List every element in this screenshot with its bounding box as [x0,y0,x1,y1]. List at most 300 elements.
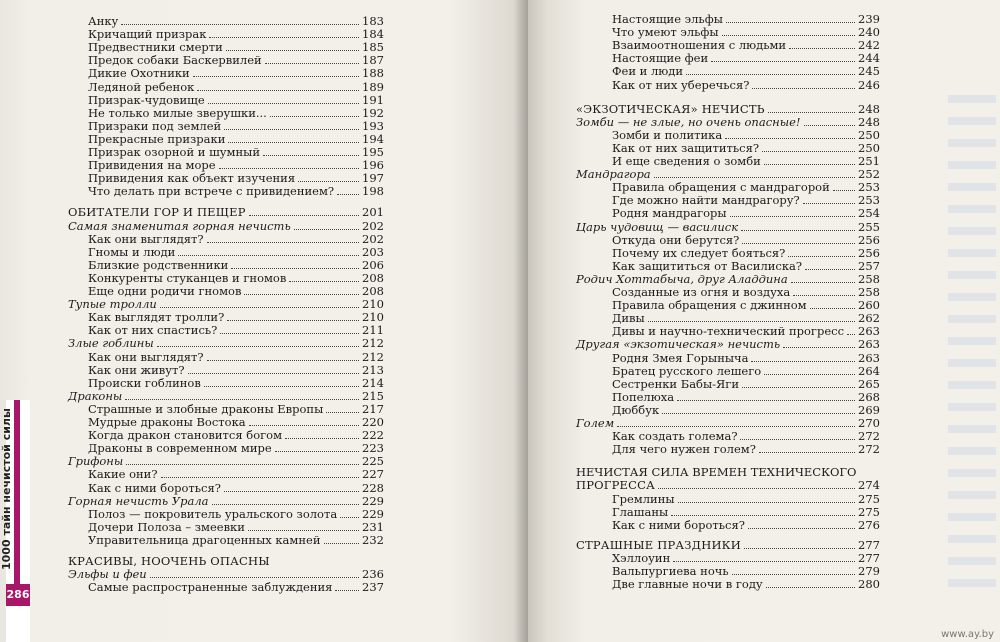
toc-leader-dots [783,347,855,348]
toc-page-number: 237 [362,580,384,595]
toc-entry-title: Как создать голема? [612,429,738,444]
toc-entry-title: Почему их следует бояться? [612,245,786,260]
toc-leader-dots [744,548,855,549]
toc-page-number: 251 [858,154,880,168]
toc-page-number: 252 [858,167,880,182]
toc-leader-dots [125,399,359,400]
toc-entry [612,403,880,417]
toc-page-number: 262 [858,311,880,326]
toc-entry-title: Страшные и злобные драконы Европы [88,401,324,416]
toc-chapter-entry [576,167,880,181]
toc-entry [612,377,880,391]
toc-entry-title: СТРАШНЫЕ ПРАЗДНИКИ [576,537,742,552]
toc-page-number: 256 [858,232,880,247]
toc-entry-title: Мандрагора [576,167,651,182]
toc-entry [88,258,384,272]
toc-entry [612,518,880,532]
toc-entry [88,66,384,80]
toc-leader-dots [791,282,855,283]
toc-page-number: 196 [362,158,384,173]
toc-entry-title: Управительница драгоценных камней [88,532,321,547]
toc-entry-title: Анку [88,14,119,28]
toc-leader-dots [732,574,855,575]
toc-page-number: 255 [858,219,880,234]
toc-leader-dots [337,194,359,195]
toc-leader-dots [662,413,855,414]
toc-page-number: 195 [362,145,384,159]
toc-entry-title: Царь чудовищ — василиск [576,219,739,234]
toc-entry-title: Предок собаки Баскервилей [88,53,262,68]
toc-entry [612,429,880,443]
toc-page-number: 260 [858,298,880,313]
toc-entry-title: Попелюха [612,389,675,404]
toc-entry [88,145,384,159]
toc-page-number: 254 [858,206,880,221]
toc-leader-dots [340,517,359,518]
toc-leader-dots [810,308,855,309]
toc-entry [612,193,880,207]
toc-entry [88,310,384,324]
toc-page-number: 191 [362,92,384,107]
toc-page-number: 192 [362,105,384,120]
toc-leader-dots [847,334,855,335]
toc-entry-title: Где можно найти мандрагору? [612,193,800,208]
toc-entry [88,376,384,390]
toc-page-number: 257 [858,258,880,273]
toc-page-number: 248 [858,114,880,129]
toc-leader-dots [161,477,360,478]
toc-leader-dots [805,269,855,270]
toc-entry-title: Ледяной ребенок [88,79,195,94]
toc-leader-dots [762,151,855,152]
toc-entry [88,363,384,377]
toc-entry [88,428,384,442]
toc-page-number: 214 [362,375,384,390]
toc-entry [612,12,880,26]
toc-leader-dots [766,587,855,588]
toc-leader-dots [298,181,359,182]
toc-page-number: 212 [362,349,384,364]
toc-entry [88,520,384,534]
toc-entry [612,64,880,78]
toc-entry [612,311,880,325]
toc-page-number: 194 [362,131,384,146]
toc-leader-dots [326,412,359,413]
toc-chapter-entry [68,219,384,233]
toc-leader-dots [764,164,855,165]
toc-page-number: 188 [362,66,384,81]
toc-leader-dots [793,295,855,296]
toc-page-number: 208 [362,284,384,298]
toc-entry-title: Как они живут? [88,362,185,377]
toc-page-number: 274 [858,478,880,493]
toc-entry-title: Близкие родственники [88,257,229,272]
toc-page-number: 270 [858,416,880,430]
toc-entry [88,271,384,285]
toc-page-number: 210 [362,297,384,312]
toc-page-number: 229 [362,493,384,508]
toc-entry-title: Дивы и научно-технический прогресс [612,324,845,339]
toc-chapter-entry [68,336,384,350]
toc-leader-dots [244,294,359,295]
toc-entry [88,184,384,198]
toc-chapter-entry [576,220,880,234]
toc-leader-dots [768,112,855,113]
toc-page-number: 246 [858,77,880,92]
toc-entry [612,38,880,52]
toc-leader-dots [654,177,855,178]
toc-page-number: 242 [858,38,880,53]
toc-entry-title: И еще сведения о зомби [612,154,761,168]
toc-page-number: 206 [362,257,384,272]
toc-entry-title: Привидения как объект изучения [88,171,296,186]
toc-page-number: 253 [858,193,880,208]
toc-entry [612,246,880,260]
toc-entry-title: Предвестники смерти [88,40,223,55]
toc-leader-dots [648,321,855,322]
toc-entry-title: Призрак озорной и шумный [88,145,260,159]
toc-leader-dots [150,577,359,578]
gutter-shadow [514,0,528,642]
toc-page-number: 253 [858,180,880,195]
toc-page-number: 185 [362,40,384,55]
toc-page-number: 244 [858,51,880,66]
toc-entry-title: Правила обращения с мандрагорой [612,180,830,195]
toc-entry-title: Конкуренты стуканцев и гномов [88,270,287,285]
toc-page-number: 183 [362,14,384,28]
toc-entry-title: Привидения на море [88,158,216,173]
toc-leader-dots [212,504,359,505]
toc-leader-dots [285,438,359,439]
toc-entry [88,350,384,364]
toc-entry-title: Гномы и люди [88,244,176,259]
toc-entry [612,551,880,565]
toc-page-number: 256 [858,245,880,260]
toc-leader-dots [160,307,359,308]
toc-entry [612,233,880,247]
toc-entry-title: Когда дракон становится богом [88,428,283,443]
toc-page-number: 263 [858,324,880,339]
toc-entry-title: Как защититься от Василиска? [612,258,803,273]
toc-leader-dots [275,451,359,452]
toc-leader-dots [248,530,359,531]
toc-entry [612,285,880,299]
toc-leader-dots [730,216,855,217]
toc-entry-title: КРАСИВЫ, НООЧЕНЬ ОПАСНЫ [68,554,270,568]
toc-entry-title: Братец русского лешего [612,363,762,378]
toc-leader-dots [789,48,855,49]
toc-entry-title: Родич Хоттабыча, друг Аладдина [576,271,788,286]
toc-chapter-entry [576,272,880,286]
toc-leader-dots [204,386,359,387]
toc-entry [612,128,880,142]
toc-entry-title: Зомби — не злые, но очень опасные! [576,114,801,129]
toc-entry-title: Самая знаменитая горная нечисть [68,218,291,233]
toc-entry [88,27,384,41]
toc-leader-dots [207,360,359,361]
toc-entry-title: «ЭКЗОТИЧЕСКАЯ» НЕЧИСТЬ [576,101,765,116]
toc-entry-title: Созданные из огня и воздуха [612,285,791,299]
toc-page-number: 268 [858,389,880,404]
toc-leader-dots [671,515,855,516]
toc-section-entry [68,205,384,219]
toc-leader-dots [265,63,359,64]
toc-leader-dots [759,452,855,453]
toc-leader-dots [226,50,359,51]
toc-entry-title: ПРОГРЕССА [576,478,656,493]
toc-entry-title: Мудрые драконы Востока [88,415,246,429]
toc-leader-dots [804,125,856,126]
toc-entry [88,132,384,146]
toc-leader-dots [725,138,855,139]
toc-entry-title: Как с ними бороться? [88,480,221,495]
toc-entry-title: Еще одни родичи гномов [88,284,242,298]
toc-entry [612,442,880,456]
toc-entry-title: Эльфы и феи [68,567,147,582]
toc-chapter-entry [576,416,880,430]
toc-leader-dots [219,168,359,169]
toc-entry-title: Горная нечисть Урала [68,493,209,508]
toc-entry-title: Что делать при встрече с привидением? [88,184,335,199]
toc-leader-dots [722,35,855,36]
toc-entry [612,180,880,194]
toc-leader-dots [324,543,360,544]
toc-leader-dots [209,37,359,38]
toc-leader-dots [677,400,855,401]
toc-leader-dots [126,464,359,465]
toc-page-number: 276 [858,517,880,532]
toc-entry [612,390,880,404]
toc-page-number: 208 [362,270,384,285]
toc-page-number: 258 [858,285,880,299]
toc-entry [612,259,880,273]
toc-page-number: 277 [858,550,880,565]
toc-entry-title: ОБИТАТЕЛИ ГОР И ПЕЩЕР [68,205,246,220]
toc-page-number: 198 [362,184,384,199]
toc-entry [612,505,880,519]
toc-chapter-entry [68,494,384,508]
toc-leader-dots [764,374,855,375]
toc-page-number: 213 [362,362,384,377]
toc-entry [612,364,880,378]
toc-entry [88,106,384,120]
toc-entry [612,492,880,506]
toc-leader-dots [335,590,359,591]
toc-entry-title: Тупые тролли [68,297,157,312]
toc-entry [88,323,384,337]
toc-entry [88,14,384,28]
toc-entry [88,93,384,107]
toc-entry [88,80,384,94]
toc-leader-dots [748,528,855,529]
toc-leader-dots [220,333,359,334]
toc-entry [612,564,880,578]
toc-section-entry [576,538,880,552]
toc-leader-dots [752,88,855,89]
toc-page-number: 211 [362,323,384,338]
toc-page-number: 272 [858,442,880,457]
toc-leader-dots [617,426,855,427]
toc-entry [88,533,384,547]
toc-page-number: 210 [362,310,384,325]
toc-entry [88,284,384,298]
toc-entry-title: Полоз — покровитель уральского золота [88,506,338,521]
toc-page-number: 184 [362,27,384,42]
toc-entry-title: Хэллоуин [612,550,671,565]
toc-leader-dots [803,203,855,204]
toc-page-number: 197 [362,171,384,186]
toc-section-entry [68,554,384,568]
toc-page-number: 269 [858,402,880,417]
toc-page-number: 229 [362,506,384,521]
toc-entry-title: Как с ними бороться? [612,517,745,532]
toc-entry-title: Дивы [612,311,645,326]
toc-section-entry [576,478,880,492]
toc-entry-title: Кричащий призрак [88,27,207,42]
toc-chapter-entry [68,389,384,403]
toc-page-number: 193 [362,118,384,133]
toc-entry-title: Как выглядят тролли? [88,310,225,325]
toc-entry-title: Как от них спастись? [88,323,218,338]
toc-entry-title: Драконы [68,388,123,403]
toc-section-entry [576,102,880,116]
toc-leader-dots [658,488,855,489]
toc-leader-dots [788,256,855,257]
toc-page-number: 215 [362,388,384,403]
toc-entry [88,402,384,416]
page-number: 286 [6,584,30,606]
toc-leader-dots [227,320,359,321]
toc-page-number: 231 [362,519,384,534]
toc-entry-title: Две главные ночи в году [612,577,763,592]
toc-page-number: 279 [858,564,880,578]
toc-page-number: 280 [858,577,880,592]
toc-entry-title: Прекрасные призраки [88,131,226,146]
toc-page-number: 275 [858,504,880,519]
toc-chapter-entry [68,297,384,311]
toc-entry [88,171,384,185]
toc-leader-dots [726,22,855,23]
toc-leader-dots [751,361,855,362]
toc-leader-dots [686,74,855,75]
accent-bar [14,400,20,590]
toc-page-number: 236 [362,567,384,582]
toc-entry-title: Как от них защититься? [612,140,760,155]
toc-page-number: 227 [362,467,384,482]
toc-page-number: 225 [362,454,384,469]
toc-leader-dots [270,116,359,117]
toc-entry [612,25,880,39]
toc-entry-title: Родня мандрагоры [612,206,727,221]
toc-entry-title: Самые распространенные заблуждения [88,580,333,595]
toc-entry [612,324,880,338]
toc-entry [88,467,384,481]
toc-chapter-entry [576,115,880,129]
toc-entry-title: Глашаны [612,504,669,519]
toc-leader-dots [742,243,855,244]
toc-entry [612,154,880,168]
toc-leader-dots [224,491,359,492]
toc-entry [88,507,384,521]
toc-entry-title: Призраки под землей [88,118,222,133]
toc-page-number: 250 [858,140,880,155]
toc-page-number: 265 [858,376,880,391]
toc-chapter-entry [68,567,384,581]
toc-leader-dots [263,155,359,156]
toc-entry-title: Другая «экзотическая» нечисть [576,337,781,352]
show-through-print [948,95,996,595]
toc-page-number: 202 [362,218,384,233]
toc-leader-dots [740,439,855,440]
toc-entry [612,141,880,155]
toc-entry-title: Сестренки Бабы-Яги [612,376,739,391]
toc-page-number: 222 [362,428,384,443]
toc-entry-title: Как от них уберечься? [612,77,750,92]
toc-leader-dots [741,230,855,231]
toc-leader-dots [289,281,359,282]
toc-chapter-entry [576,337,880,351]
toc-page-number: 187 [362,53,384,68]
toc-entry-title: Родня Змея Горыныча [612,350,749,365]
toc-page-number: 277 [858,537,880,552]
toc-leader-dots [188,373,359,374]
toc-page-number: 232 [362,532,384,547]
toc-entry-title: Гремлины [612,491,675,506]
toc-page-number: 245 [858,64,880,79]
toc-entry-title: Злые гоблины [68,336,154,351]
toc-page-number: 202 [362,231,384,246]
toc-entry [88,158,384,172]
toc-entry-title: Правила обращения с джинном [612,298,807,313]
toc-entry [612,78,880,92]
toc-entry [88,53,384,67]
toc-leader-dots [231,268,359,269]
toc-entry-title: Зомби и политика [612,127,723,142]
toc-entry-title: Какие они? [88,467,158,482]
toc-entry [612,298,880,312]
toc-page-number: 263 [858,350,880,365]
toc-leader-dots [742,387,855,388]
toc-entry-title: Как они выглядят? [88,231,204,246]
toc-leader-dots [197,90,359,91]
toc-entry-title: Дикие Охотники [88,66,190,81]
toc-entry [612,51,880,65]
toc-entry-title: Вальпургиева ночь [612,564,729,578]
toc-leader-dots [678,502,855,503]
toc-page-number: 250 [858,127,880,142]
toc-leader-dots [178,255,359,256]
toc-page-number: 248 [858,101,880,116]
toc-leader-dots [121,24,359,25]
watermark: www.ay.by [941,629,994,640]
toc-entry-title: Для чего нужен голем? [612,442,756,457]
toc-entry [88,119,384,133]
toc-leader-dots [294,229,359,230]
toc-leader-dots [208,103,359,104]
toc-leader-dots [249,215,359,216]
toc-entry-title: Грифоны [68,454,124,469]
toc-page-number: 264 [858,363,880,378]
right-page [528,0,1000,642]
toc-entry-title: Голем [576,416,615,430]
toc-leader-dots [193,76,359,77]
toc-page-number: 263 [858,337,880,352]
toc-entry [88,481,384,495]
toc-entry-title: Феи и люди [612,64,684,79]
toc-entry [612,351,880,365]
toc-entry [88,441,384,455]
toc-entry [612,206,880,220]
